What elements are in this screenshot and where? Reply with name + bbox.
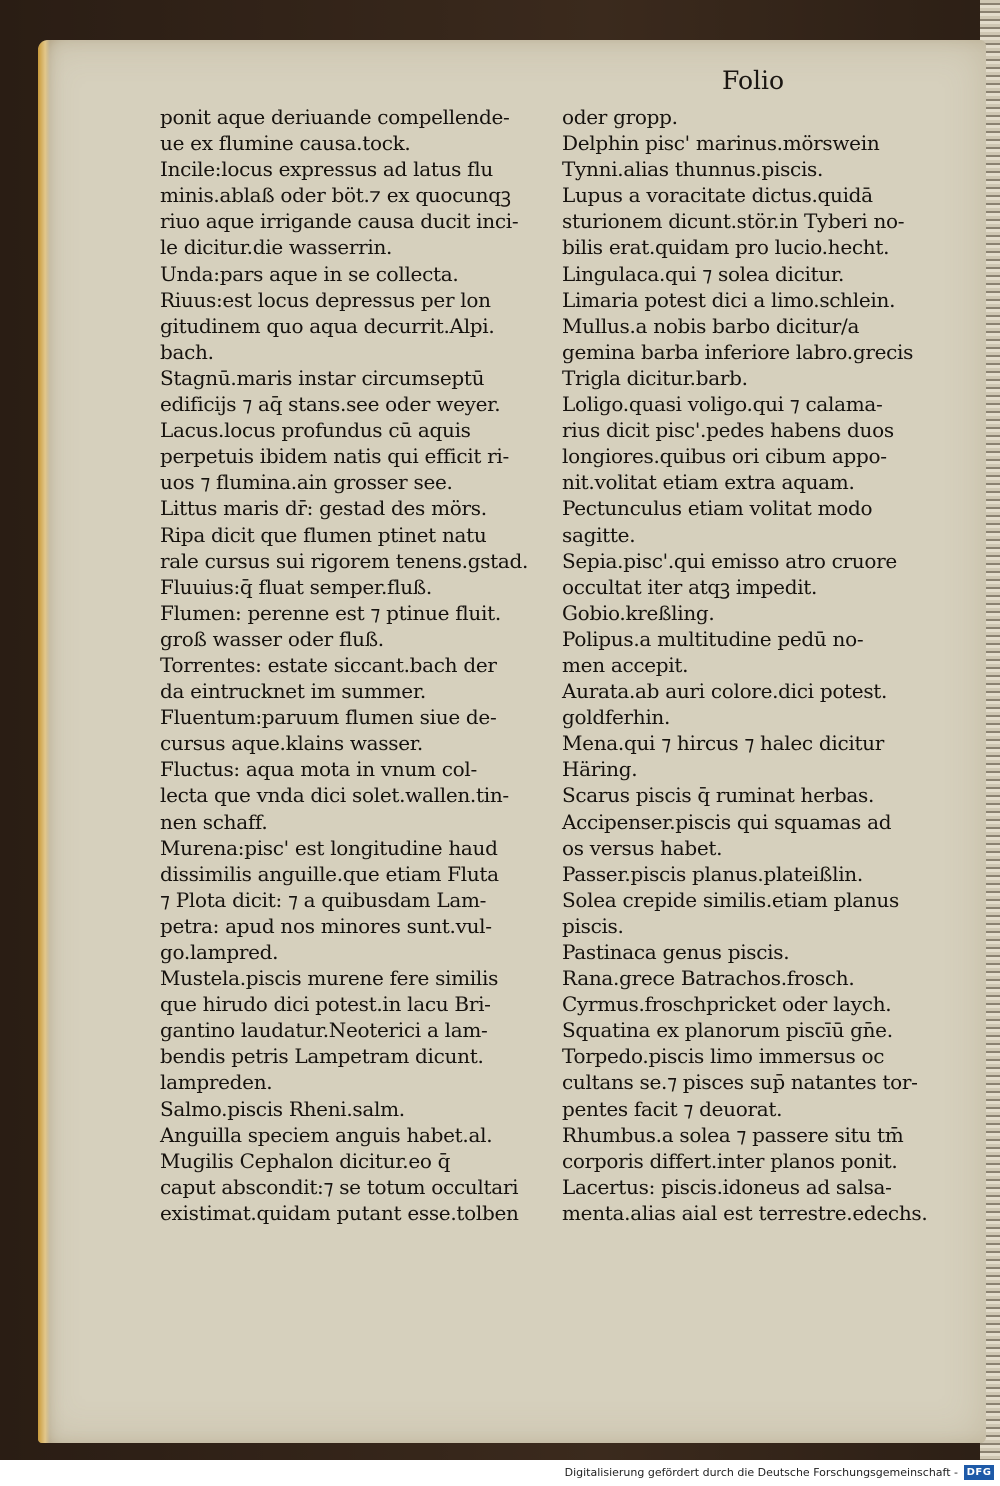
text-line: Mena.qui ⁊ hircus ⁊ halec dicitur	[562, 731, 885, 756]
text-line: occultat iter atqꝫ impedit.	[562, 574, 818, 599]
text-line: le dicitur.die wasserrin.	[160, 235, 393, 260]
text-line: Pastinaca genus piscis.	[562, 940, 790, 964]
text-line: Sepia.pisc'.qui emisso atro cruore	[562, 548, 897, 573]
text-line: gitudinem quo aqua decurrit.Alpi.	[160, 313, 495, 338]
text-line: nit.volitat etiam extra aquam.	[562, 470, 855, 495]
text-line: dissimilis anguille.que etiam Fluta	[160, 861, 499, 886]
footer-bar	[0, 1460, 1000, 1486]
text-line: Cyrmus.froschpricket oder laych.	[562, 992, 892, 1017]
text-line: go.lampred.	[160, 940, 279, 964]
text-line: Fluentum:paruum flumen siue de-	[160, 705, 497, 730]
text-line: bilis erat.quidam pro lucio.hecht.	[562, 235, 890, 260]
text-line: petra: apud nos minores sunt.vul-	[160, 913, 492, 938]
text-line: Pectunculus etiam volitat modo	[562, 496, 873, 521]
text-line: gemina barba inferiore labro.grecis	[562, 339, 914, 364]
text-line: bendis petris Lampetram dicunt.	[160, 1044, 484, 1069]
text-line: lecta que vnda dici solet.wallen.tin-	[160, 783, 509, 808]
text-line: lampreden.	[160, 1070, 273, 1095]
text-line: goldferhin.	[562, 705, 671, 730]
text-line: da eintrucknet im summer.	[160, 679, 426, 704]
text-line: Passer.piscis planus.plateißlin.	[562, 861, 863, 886]
text-line: Gobio.kreßling.	[562, 600, 715, 625]
dfg-logo: DFG	[964, 1465, 994, 1480]
text-line: Unda:pars aque in se collecta.	[160, 261, 459, 286]
text-line: Limaria potest dici a limo.schlein.	[562, 287, 896, 312]
text-line: gantino laudatur.Neoterici a lam-	[160, 1018, 488, 1043]
text-line: Fluuius:q̄ fluat semper.fluß.	[160, 574, 432, 599]
text-line: Delphin pisc' marinus.mörswein	[562, 131, 880, 156]
folio-header: Folio	[722, 66, 785, 95]
text-line: nen schaff.	[160, 809, 268, 834]
text-line: existimat.quidam putant esse.tolben	[160, 1200, 519, 1225]
text-line: Tynni.alias thunnus.piscis.	[562, 157, 824, 182]
text-line: Riuus:est locus depressus per lon	[160, 287, 491, 312]
text-line: pentes facit ⁊ deuorat.	[562, 1096, 783, 1121]
text-line: minis.ablaß oder böt.⁊ ex quocunqꝫ	[160, 183, 511, 208]
text-line: Lacertus: piscis.idoneus ad salsa-	[562, 1174, 892, 1199]
text-line: Aurata.ab auri colore.dici potest.	[562, 679, 888, 704]
text-line: os versus habet.	[562, 835, 723, 860]
text-line: Trigla dicitur.barb.	[562, 365, 748, 390]
text-line: Polipus.a multitudine pedū no-	[562, 626, 864, 651]
text-line: ponit aque deriuande compellende-	[160, 105, 510, 129]
text-line: Murena:pisc' est longitudine haud	[160, 835, 498, 860]
text-line: bach.	[160, 339, 214, 364]
text-line: rale cursus sui rigorem tenens.gstad.	[160, 548, 529, 573]
text-line: cursus aque.klains wasser.	[160, 731, 423, 756]
text-line: Häring.	[562, 757, 638, 782]
text-line: sturionem dicunt.stör.in Tyberi no-	[562, 209, 905, 234]
text-line: que hirudo dici potest.in lacu Bri-	[160, 992, 491, 1017]
text-line: Fluctus: aqua mota in vnum col-	[160, 757, 477, 782]
text-line: Scarus piscis q̄ ruminat herbas.	[562, 783, 875, 808]
text-line: Torpedo.piscis limo immersus oc	[562, 1044, 885, 1069]
text-line: Littus maris dr̄: gestad des mörs.	[160, 496, 487, 521]
text-line: Salmo.piscis Rheni.salm.	[160, 1096, 405, 1121]
text-line: Squatina ex planorum piscīū gn̄e.	[562, 1018, 893, 1043]
text-line: Lupus a voracitate dictus.quidā	[562, 183, 873, 208]
text-line: Accipenser.piscis qui squamas ad	[562, 809, 892, 834]
text-line: Mullus.a nobis barbo dicitur/a	[562, 313, 860, 338]
text-line: Rana.grece Batrachos.frosch.	[562, 966, 855, 991]
text-line: edificijs ⁊ aq̄ stans.see oder weyer.	[160, 392, 501, 417]
text-line: ue ex flumine causa.tock.	[160, 131, 411, 156]
text-line: piscis.	[562, 913, 624, 938]
text-line: Mustela.piscis murene fere similis	[160, 966, 499, 991]
text-line: Lingulaca.qui ⁊ solea dicitur.	[562, 261, 845, 286]
text-line: groß wasser oder fluß.	[160, 626, 384, 651]
text-line: Ripa dicit que flumen ptinet natu	[160, 522, 487, 547]
left-text-column	[160, 104, 542, 1226]
right-text-column	[562, 104, 946, 1226]
text-line: longiores.quibus ori cibum appo-	[562, 444, 887, 469]
text-line: Stagnū.maris instar circumseptū	[160, 365, 485, 390]
text-line: riuo aque irrigande causa ducit inci-	[160, 209, 519, 234]
text-line: oder gropp.	[562, 105, 678, 129]
text-line: ⁊ Plota dicit: ⁊ a quibusdam Lam-	[160, 887, 487, 912]
text-line: Solea crepide similis.etiam planus	[562, 887, 899, 912]
text-line: Mugilis Cephalon dicitur.eo q̄	[160, 1148, 451, 1173]
text-line: uos ⁊ flumina.ain grosser see.	[160, 470, 453, 495]
text-line: Anguilla speciem anguis habet.al.	[160, 1122, 493, 1147]
text-line: perpetuis ibidem natis qui efficit ri-	[160, 444, 509, 469]
text-line: men accepit.	[562, 652, 689, 677]
text-line: sagitte.	[562, 522, 636, 547]
text-line: Flumen: perenne est ⁊ ptinue fluit.	[160, 600, 501, 625]
funding-credit: Digitalisierung gefördert durch die Deutsche Forschungsgemeinschaft -	[564, 1466, 958, 1479]
text-line: Torrentes: estate siccant.bach der	[160, 652, 497, 677]
text-line: menta.alias aial est terrestre.edechs.	[562, 1200, 928, 1225]
text-line: Lacus.locus profundus cū aquis	[160, 418, 471, 443]
text-line: caput abscondit:⁊ se totum occultari	[160, 1174, 519, 1199]
text-line: Loligo.quasi voligo.qui ⁊ calama-	[562, 392, 883, 417]
text-line: corporis differt.inter planos ponit.	[562, 1148, 898, 1173]
text-line: rius dicit pisc'.pedes habens duos	[562, 418, 894, 443]
text-line: Incile:locus expressus ad latus flu	[160, 157, 493, 182]
text-line: cultans se.⁊ pisces sup̄ natantes tor-	[562, 1070, 918, 1095]
text-line: Rhumbus.a solea ⁊ passere situ tm̄	[562, 1122, 904, 1147]
